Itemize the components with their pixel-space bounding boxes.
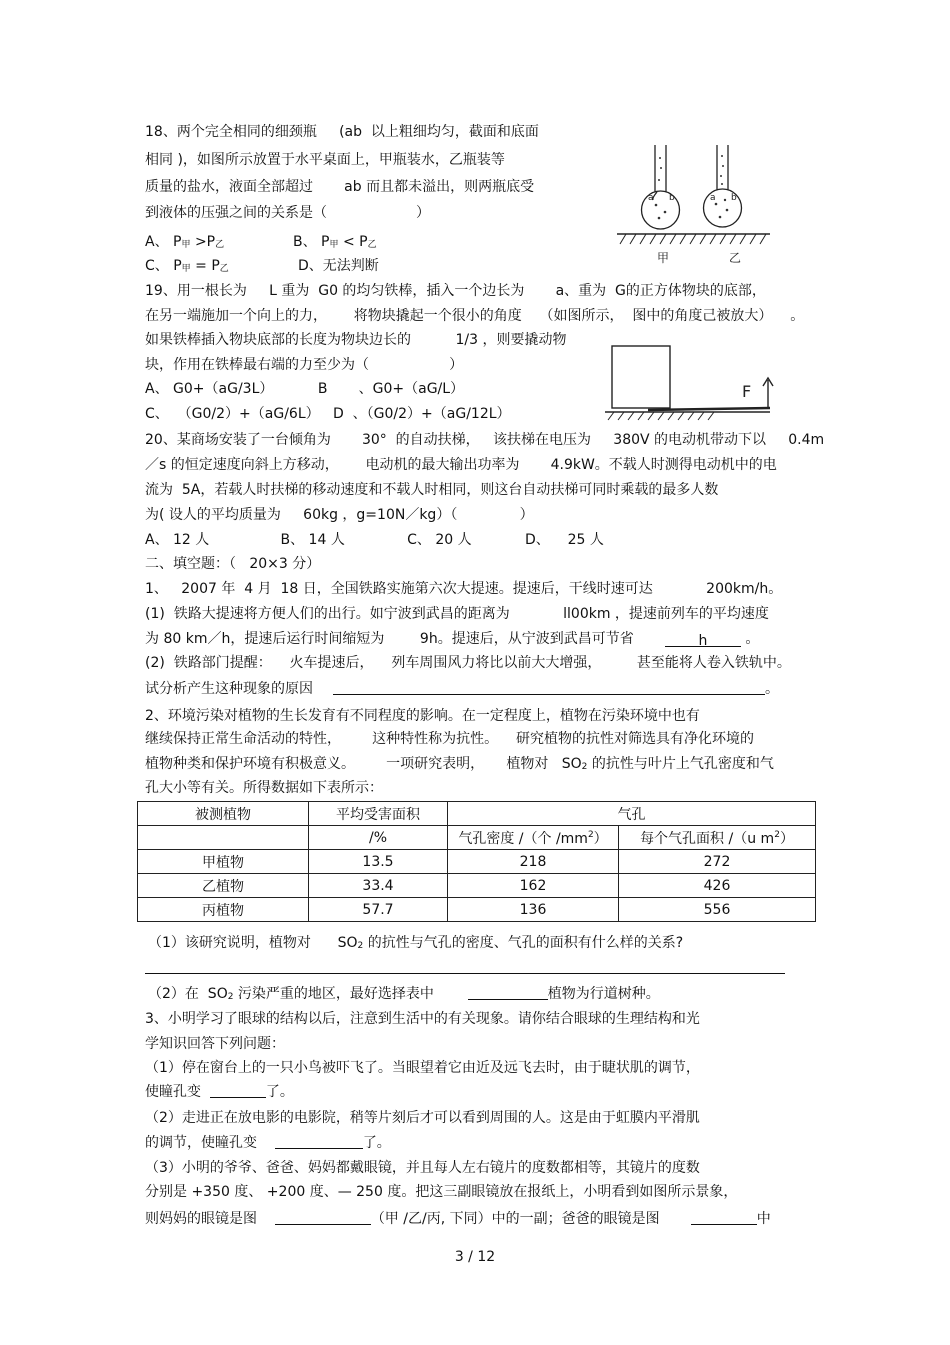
header-density: 气孔密度 /（个 $/mm^2$） [448,826,619,850]
q19-options-ab: A、 G0+（aG/3L） B 、G0+（aG/L） [145,381,465,397]
cell-plant: 乙植物 [138,874,309,898]
table-row [138,898,816,922]
f2-plant-blank[interactable] [468,985,548,1000]
q18-option-b: B、 P甲 < P乙 [293,234,377,250]
f1-answer-blank[interactable]: h [665,632,741,647]
f1-line2: (1) 铁路大提速将方便人们的出行。如宁波到武昌的距离为 ll00km ，提速前列车的平均速度 [145,606,769,622]
f3-pupil-blank-2[interactable] [275,1134,363,1149]
cell-density: 218 [448,850,619,874]
page-number: 3 / 12 [454,1249,496,1265]
q18-option-d: D、无法判断 [298,258,379,274]
q20-line2: ／s 的恒定速度向斜上方移动， 电动机的最大输出功率为 4.9kW。不载人时测得电动机中的电 [145,457,777,473]
f3-line7: （3）小明的爷爷、爸爸、妈妈都戴眼镜，并且每人左右镜片的度数都相等，其镜片的度数 [145,1160,700,1176]
f1-line1: 1、 2007 年 4 月 18 日，全国铁路实施第六次大提速。提速后，干线时速可达 200km/h。 [145,581,783,597]
cell-plant: 丙植物 [138,898,309,922]
table-row [138,850,816,874]
f3-line5: （2）走进正在放电影的电影院，稍等片刻后才可以看到周围的人。这是由于虹膜内平滑肌 [145,1110,700,1126]
header-size: 每个气孔面积 /（u $m^2$） [619,826,816,850]
f3-line6: 的调节，使瞳孔变 了。 [145,1135,391,1151]
f2-line2: 继续保持正常生命活动的特性， 这种特性称为抗性。 研究植物的抗性对筛选具有净化环境的 [145,731,754,747]
q18-line4: 到液体的压强之间的关系是（ ） [145,205,431,221]
bottles-figure [612,140,777,270]
q19-line4: 块，作用在铁棒最右端的力至少为（ ） [145,357,464,373]
f3-pupil-blank-1[interactable] [210,1083,266,1098]
header-area: 平均受害面积 [309,802,448,826]
cell-area: 57.7 [309,898,448,922]
bottle2-caption: 乙 [729,251,742,265]
q18-option-a: A、 P甲 >P乙 [145,234,225,250]
f2-line4: 孔大小等有关。所得数据如下表所示： [145,780,383,796]
q20-line3: 流为 5A，若载人时扶梯的移动速度和不载人时相同，则这台自动扶梯可同时乘载的最多人数 [145,482,719,498]
f3-line1: 3、小明学习了眼球的结构以后，注意到生活中的有关现象。请你结合眼球的生理结构和光 [145,1011,700,1027]
header-plant: 被测植物 [138,802,309,826]
f3-line2: 学知识回答下列问题： [145,1036,285,1052]
cell-area: 33.4 [309,874,448,898]
f2-answer-line[interactable] [145,973,785,974]
bottle2-label-a: a [710,193,716,203]
table-row [138,874,816,898]
q19-options-cd: C、 （G0/2）+（aG/6L） D 、（G0/2）+（aG/12L） [145,406,511,422]
bottle1-label-a: a [648,193,654,203]
q19-line1: 19、用一根长为 L 重为 G0 的均匀铁棒，插入一个边长为 a、重为 G的正方体物块的底部， [145,283,766,299]
cell-size: 426 [619,874,816,898]
f3-line8: 分别是 +350 度、 +200 度、— 250 度。把这三副眼镜放在报纸上，小明看到如图所示景象， [145,1184,738,1200]
q18-line3: 质量的盐水，液面全部超过 ab 而且都未溢出，则两瓶底受 [145,179,535,195]
q18-line2: 相同 )，如图所示放置于水平桌面上，甲瓶装水，乙瓶装等 [145,152,505,168]
q20-options: A、 12 人 B、 14 人 C、 20 人 D、 25 人 [145,532,604,548]
cell-density: 162 [448,874,619,898]
cell-area: 13.5 [309,850,448,874]
f3-dad-glasses-blank[interactable] [691,1210,757,1225]
f2-question2: （2）在 SO2 污染严重的地区，最好选择表中 植物为行道树种。 [148,986,660,1002]
q18-line1: 18、两个完全相同的细颈瓶 (ab 以上粗细均匀，截面和底面 [145,124,539,140]
plant-data-table [137,801,816,922]
q20-line1: 20、某商场安装了一台倾角为 30° 的自动扶梯， 该扶梯在电压为 380V 的电动机带动下以 0.4m [145,432,825,448]
f1-line5: 试分析产生这种现象的原因 。 [145,681,779,697]
cell-size: 556 [619,898,816,922]
q19-line2: 在另一端施加一个向上的力， 将物块撬起一个很小的角度 （如图所示， 图中的角度己被放大） 。 [145,308,805,324]
f2-line3: 植物种类和保护环境有积极意义。 一项研究表明， 植物对 SO2 的抗性与叶片上气孔密度和气 [145,756,774,772]
cell-size: 272 [619,850,816,874]
force-label: F [742,382,752,401]
bottle2-label-b: b [731,193,737,203]
bottle1-label-b: b [669,193,675,203]
cell-plant: 甲植物 [138,850,309,874]
q19-line3: 如果铁棒插入物块底部的长度为物块边长的 1/3 ，则要撬动物 [145,332,567,348]
f3-line9: 则妈妈的眼镜是图 （甲 /乙/丙, 下同）中的一副；爸爸的眼镜是图 中 [145,1211,771,1227]
header-area-unit: /% [309,826,448,850]
f1-reason-blank[interactable] [333,680,765,695]
q18-option-c: C、 P甲 = P乙 [145,258,229,274]
section-title: 二、填空题：（ 20×3 分） [145,556,321,572]
q20-line4: 为( 设人的平均质量为 60kg ，g=10N／kg）（ ） [145,507,534,523]
f1-line4: (2) 铁路部门提醒： 火车提速后， 列车周围风力将比以前大大增强， 甚至能将人卷入铁轨中。 [145,655,791,671]
f3-line4: 使瞳孔变 了。 [145,1084,294,1100]
f2-question1: （1）该研究说明，植物对 SO2 的抗性与气孔的密度、气孔的面积有什么样的关系? [148,935,684,951]
f3-line3: （1）停在窗台上的一只小鸟被吓飞了。当眼望着它由近及远飞去时，由于睫状肌的调节， [145,1060,700,1076]
f1-line3: 为 80 km／h，提速后运行时间缩短为 9h。提速后，从宁波到武昌可节省 h 。 [145,631,760,649]
cell-density: 136 [448,898,619,922]
header-stoma: 气孔 [448,802,816,826]
lever-figure [600,340,790,425]
f2-line1: 2、环境污染对植物的生长发育有不同程度的影响。在一定程度上，植物在污染环境中也有 [145,708,700,724]
bottle1-caption: 甲 [657,251,670,265]
f3-mom-glasses-blank[interactable] [275,1210,371,1225]
